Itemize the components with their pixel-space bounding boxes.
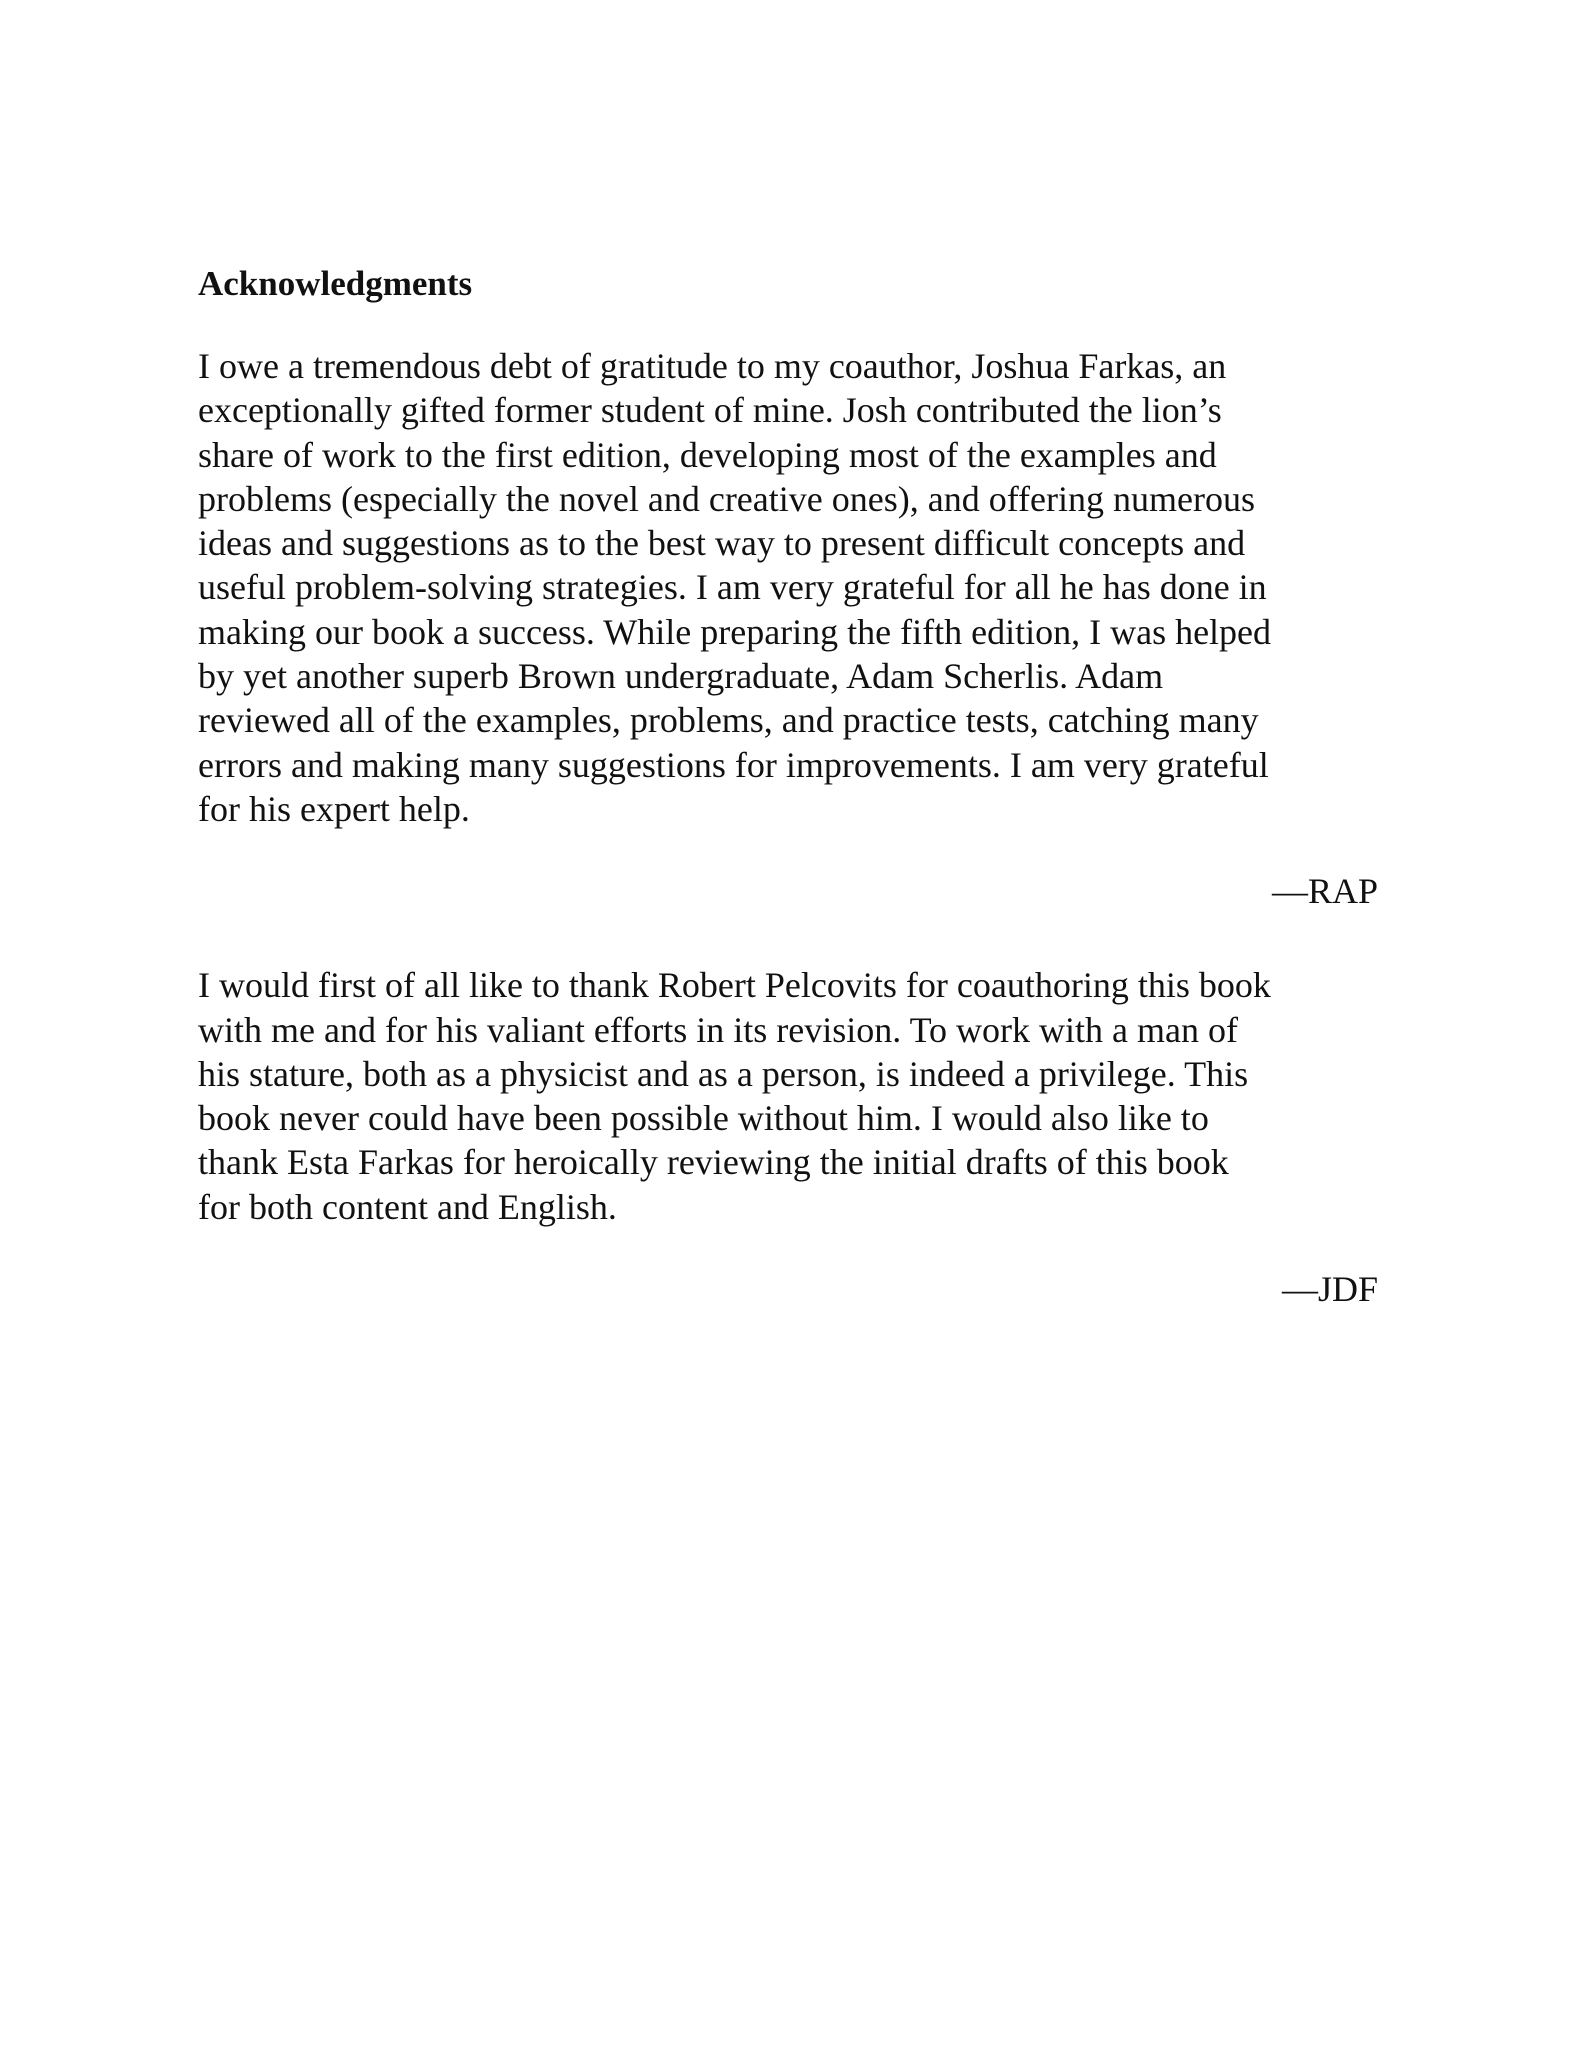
paragraph-line: for both content and English. — [198, 1186, 617, 1227]
paragraph-line: thank Esta Farkas for heroically reviewing the initial drafts of this book — [198, 1142, 1229, 1183]
paragraph-line: making our book a success. While preparing the fifth edition, I was helped — [198, 611, 1272, 652]
signature-rap: —RAP — [1271, 871, 1378, 912]
page-title: Acknowledgments — [198, 264, 473, 303]
signature-jdf: —JDF — [1281, 1269, 1378, 1310]
paragraph-line: by yet another superb Brown undergraduate, Adam Scherlis. Adam — [198, 656, 1164, 697]
paragraph-line: useful problem-solving strategies. I am very grateful for all he has done in — [198, 567, 1267, 608]
paragraph-line: errors and making many suggestions for improvements. I am very grateful — [198, 744, 1269, 785]
paragraph-line: I would first of all like to thank Robert Pelcovits for coauthoring this book — [198, 965, 1271, 1006]
paragraph-line: I owe a tremendous debt of gratitude to my coauthor, Joshua Farkas, an — [198, 346, 1227, 386]
acknowledgments-page — [198, 262, 1378, 1311]
paragraph-line: exceptionally gifted former student of mine. Josh contributed the lion’s — [198, 390, 1222, 431]
paragraph-line: share of work to the first edition, developing most of the examples and — [198, 434, 1217, 475]
paragraph-line: reviewed all of the examples, problems, and practice tests, catching many — [198, 700, 1259, 741]
acknowledgment-paragraph-rap — [198, 344, 1378, 831]
paragraph-line: with me and for his valiant efforts in its revision. To work with a man of — [198, 1009, 1238, 1050]
paragraph-line: his stature, both as a physicist and as a person, is indeed a privilege. This — [198, 1053, 1249, 1094]
acknowledgment-paragraph-jdf — [198, 963, 1378, 1229]
paragraph-line: ideas and suggestions as to the best way to present difficult concepts and — [198, 523, 1246, 564]
paragraph-line: book never could have been possible without him. I would also like to — [198, 1098, 1209, 1139]
paragraph-line: for his expert help. — [198, 788, 470, 829]
paragraph-line: problems (especially the novel and creative ones), and offering numerous — [198, 478, 1255, 519]
